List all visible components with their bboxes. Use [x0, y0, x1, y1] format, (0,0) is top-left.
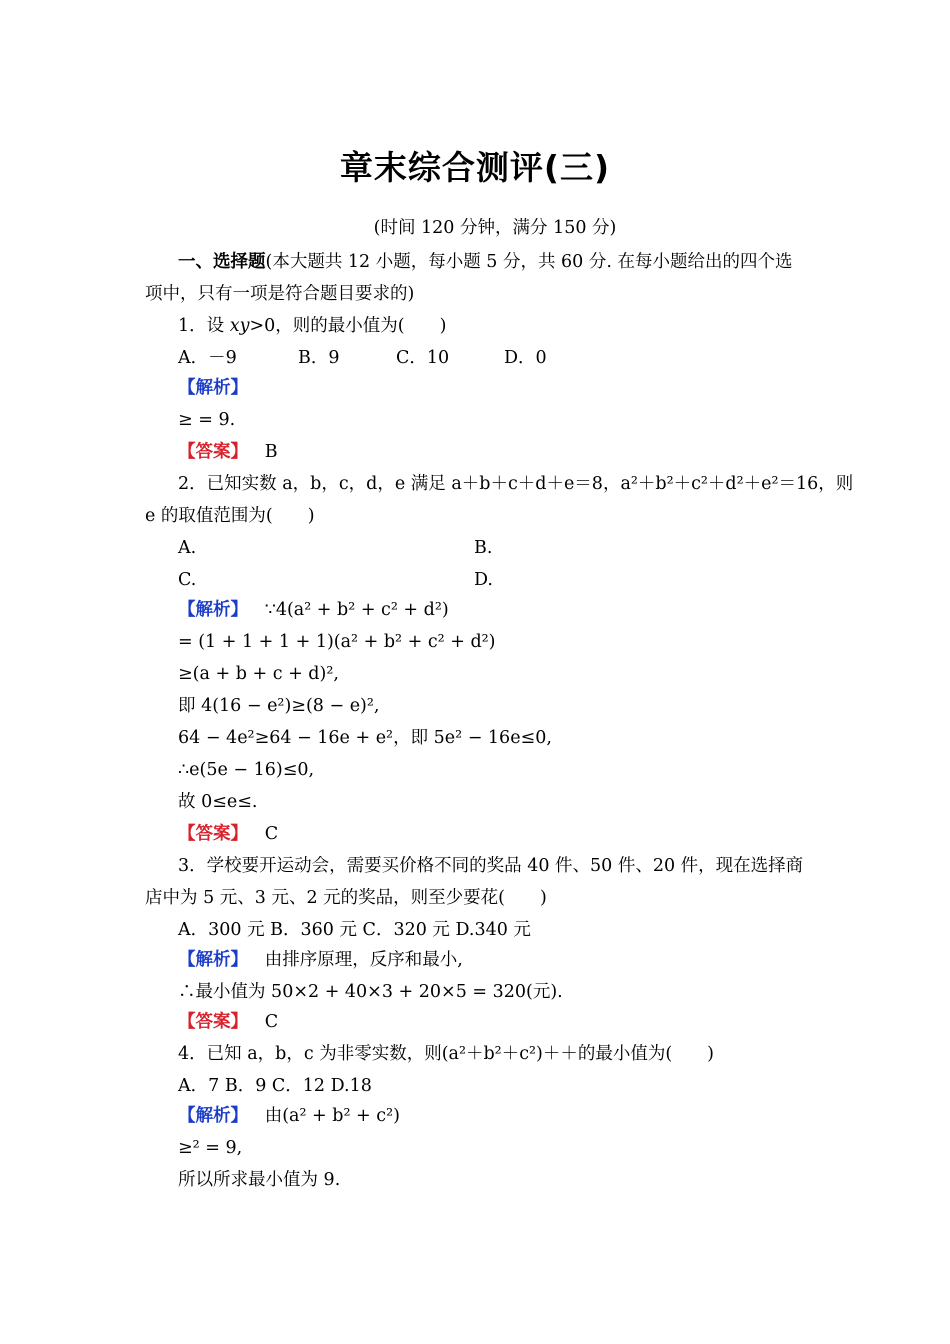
- q1-stem-a: 1．设: [178, 316, 230, 336]
- q1-options: [178, 346, 547, 370]
- q1-option-d: D．0: [504, 348, 547, 368]
- q1-option-a: A．－9: [178, 348, 237, 368]
- q4-analysis-line2: ≥² = 9,: [178, 1138, 243, 1158]
- q3-analysis-line1: [178, 948, 463, 972]
- q2-analysis-line7: 故 0≤e≤.: [178, 792, 258, 812]
- q2-analysis-line5: 64 − 4e²≥64 − 16e + e²，即 5e² − 16e≤0,: [178, 728, 552, 748]
- q3-stem-line2: 店中为 5 元、3 元、2 元的奖品，则至少要花( ): [145, 888, 547, 908]
- q3-answer: [178, 1010, 278, 1034]
- q4-options: A．7 B．9 C．12 D.18: [178, 1076, 372, 1096]
- q3-stem-line1: 3．学校要开运动会，需要买价格不同的奖品 40 件、50 件、20 件，现在选择商: [178, 856, 804, 876]
- q4-analysis-text1: 由(a² + b² + c²): [264, 1106, 400, 1126]
- q2-analysis-line3: ≥(a + b + c + d)²,: [178, 664, 339, 684]
- q4-analysis-line3: 所以所求最小值为 9.: [178, 1170, 341, 1190]
- q2-option-a: A.: [178, 538, 197, 558]
- section-heading: 一、选择题: [178, 252, 266, 272]
- q3-analysis-text1: 由排序原理，反序和最小,: [264, 950, 463, 970]
- q1-option-c: C．10: [396, 348, 450, 368]
- q1-stem: [178, 314, 446, 338]
- q1-stem-var: xy: [229, 316, 250, 336]
- q3-options: A．300 元 B．360 元 C．320 元 D.340 元: [178, 920, 531, 940]
- q2-stem-line2: e 的取值范围为( ): [145, 506, 315, 526]
- q2-analysis-line1: [178, 598, 449, 622]
- q2-options-row1: [178, 536, 492, 560]
- q2-analysis-line6: ∴e(5e − 16)≤0,: [178, 760, 315, 780]
- page-title: 章末综合测评(三): [339, 148, 611, 187]
- q3-analysis-tag: 【解析】: [178, 950, 248, 970]
- section-intro-line2: 项中，只有一项是符合题目要求的): [145, 284, 415, 304]
- q2-option-b: B.: [474, 538, 493, 558]
- q2-option-d: D.: [474, 570, 493, 590]
- q4-analysis-line1: [178, 1104, 400, 1128]
- q3-analysis-line2: ∴最小值为 50×2 + 40×3 + 20×5 = 320(元).: [178, 982, 563, 1002]
- q1-analysis-tag: 【解析】: [178, 378, 248, 398]
- q2-answer-tag: 【答案】: [178, 824, 248, 844]
- q2-option-c: C.: [178, 570, 197, 590]
- q1-stem-b: >0，则的最小值为( ): [249, 316, 447, 336]
- q2-options-row2: [178, 568, 493, 592]
- q3-answer-tag: 【答案】: [178, 1012, 248, 1032]
- q4-stem: 4．已知 a，b，c 为非零实数，则(a²＋b²＋c²)＋＋的最小值为( ): [178, 1044, 714, 1064]
- q2-answer-value: C: [264, 824, 279, 844]
- q2-analysis-line2: = (1 + 1 + 1 + 1)(a² + b² + c² + d²): [178, 632, 496, 652]
- q2-analysis-line4: 即 4(16 − e²)≥(8 − e)²,: [178, 696, 380, 716]
- q1-answer-tag: 【答案】: [178, 442, 248, 462]
- exam-time-info: (时间 120 分钟，满分 150 分): [373, 218, 617, 238]
- q2-analysis-tag: 【解析】: [178, 600, 248, 620]
- q3-answer-value: C: [264, 1012, 279, 1032]
- q2-analysis-text1: ∵4(a² + b² + c² + d²): [264, 600, 449, 620]
- section-intro-line1: [178, 250, 793, 274]
- q1-answer-value: B: [264, 442, 278, 462]
- q4-analysis-tag: 【解析】: [178, 1106, 248, 1126]
- section-desc-a: (本大题共 12 小题，每小题 5 分，共 60 分. 在每小题给出的四个选: [265, 252, 793, 272]
- q1-answer: [178, 440, 278, 464]
- q1-analysis: ≥ = 9.: [178, 410, 236, 430]
- q2-answer: [178, 822, 278, 846]
- q2-stem-line1: 2．已知实数 a，b，c，d，e 满足 a＋b＋c＋d＋e＝8，a²＋b²＋c²＋d²＋e²＝16，则: [178, 474, 854, 494]
- q1-option-b: B．9: [298, 348, 340, 368]
